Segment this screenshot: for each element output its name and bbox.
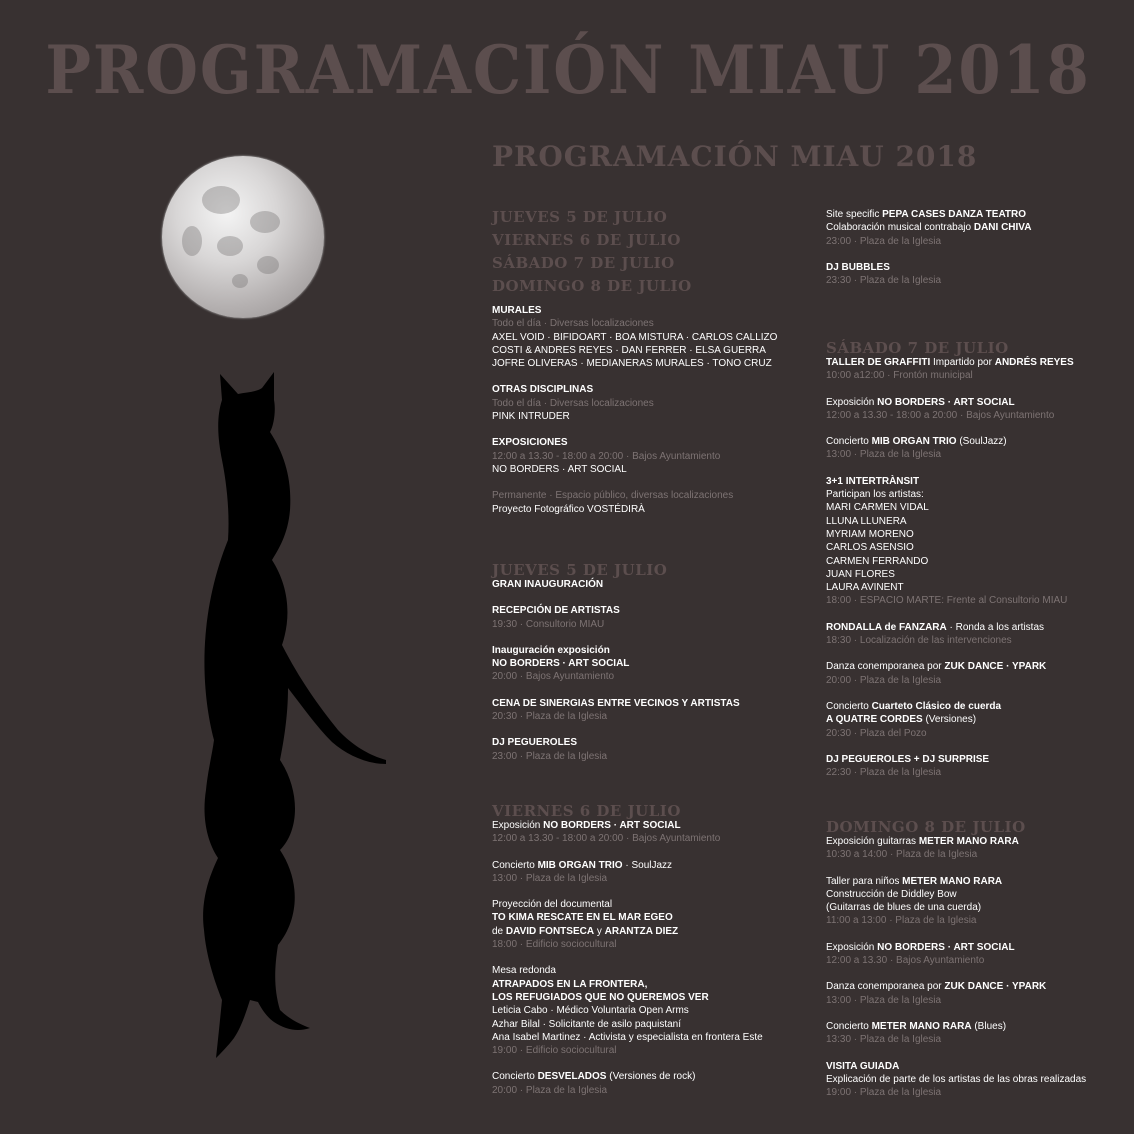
event-title: DJ PEGUEROLES + DJ SURPRISE [826,753,990,765]
otras-artist: PINK INTRUDER [492,411,570,423]
event-title: LOS REFUGIADOS QUE NO QUEREMOS VER [492,991,709,1003]
artist-name: JUAN FLORES [826,568,895,580]
day-heading: SÁBADO 7 DE JULIO [492,254,675,272]
day-heading: JUEVES 5 DE JULIO [492,208,668,226]
event-meta: 10:00 a12:00 · Frontón municipal [826,370,973,382]
event-title: VISITA GUIADA [826,1060,900,1072]
day-heading: JUEVES 5 DE JULIO [492,561,668,579]
event-title: Exposición NO BORDERS · ART SOCIAL [492,820,681,831]
event-meta: 20:00 · Plaza de la Iglesia [826,674,942,686]
page-title: PROGRAMACIÓN MIAU 2018 [45,31,1091,109]
event-title: Site specific PEPA CASES DANZA TEATRO [826,209,1027,220]
event-title: DJ BUBBLES [826,261,890,273]
event-title: 3+1 INTERTRÀNSIT [826,475,920,487]
event-meta: 13:30 · Plaza de la Iglesia [826,1034,942,1046]
exposiciones-name: Proyecto Fotográfico VOSTÉDIRÀ [492,503,645,515]
event-meta: 18:00 · ESPACIO MARTE: Frente al Consultorio MIAU [826,595,1068,607]
event-title: de DAVID FONTSECA y ARANTZA DIEZ [492,925,679,937]
event-meta: 19:00 · Plaza de la Iglesia [826,1087,942,1099]
day-heading: SÁBADO 7 DE JULIO [826,339,1009,357]
event-subtitle: Explicación de parte de los artistas de las obras realizadas [826,1073,1087,1085]
event-title: ATRAPADOS EN LA FRONTERA, [492,978,648,990]
event-title: Taller para niños METER MANO RARA [826,875,1003,887]
intro-section [492,206,812,516]
event-title: Colaboración musical contrabajo DANI CHIVA [826,222,1032,234]
event-meta: 12:00 a 13.30 - 18:00 a 20:00 · Bajos Ayuntamiento [826,409,1055,421]
jueves-section [492,562,812,763]
event-meta: 19:00 · Edificio sociocultural [492,1045,617,1057]
event-title: RECEPCIÓN DE ARTISTAS [492,605,620,617]
event-subtitle: Participan los artistas: [826,489,924,501]
otras-meta: Todo el día · Diversas localizaciones [492,397,654,409]
event-meta: 19:30 · Consultorio MIAU [492,618,605,630]
event-meta: 12:00 a 13.30 - 18:00 a 20:00 · Bajos Ayuntamiento [492,833,721,845]
event-title: Concierto Cuarteto Clásico de cuerda [826,700,1002,712]
murales-meta: Todo el día · Diversas localizaciones [492,318,654,330]
artist-name: LLUNA LLUNERA [826,515,907,527]
event-subtitle: (Guitarras de blues de una cuerda) [826,902,982,914]
artist-name: CARMEN FERRANDO [826,555,929,567]
event-title: Concierto DESVELADOS (Versiones de rock) [492,1071,696,1083]
artist-name: MYRIAM MORENO [826,528,914,540]
exposiciones-name: NO BORDERS · ART SOCIAL [492,463,627,475]
exposiciones-meta: Permanente · Espacio público, diversas localizaciones [492,490,734,502]
event-meta: 13:00 · Plaza de la Iglesia [826,994,942,1006]
exposiciones-meta: 12:00 a 13.30 - 18:00 a 20:00 · Bajos Ayuntamiento [492,450,721,462]
murales-artists: JOFRE OLIVERAS · MEDIANERAS MURALES · TONO CRUZ [492,358,772,370]
cat-silhouette-illustration [150,370,410,1070]
event-meta: 22:30 · Plaza de la Iglesia [826,767,942,779]
event-title: Concierto MIB ORGAN TRIO (SoulJazz) [826,436,1007,448]
domingo-section [826,819,1126,1099]
event-title: Exposición NO BORDERS · ART SOCIAL [826,396,1015,408]
viernes-continued-section [826,208,1126,287]
event-title: Exposición NO BORDERS · ART SOCIAL [826,941,1015,953]
day-heading: VIERNES 6 DE JULIO [492,231,681,249]
event-meta: 12:00 a 13.30 · Bajos Ayuntamiento [826,955,985,967]
event-meta: 18:30 · Localización de las intervenciones [826,635,1012,647]
event-meta: 13:00 · Plaza de la Iglesia [492,872,608,884]
event-subtitle: Construcción de Diddley Bow [826,888,957,900]
event-meta: 20:30 · Plaza del Pozo [826,727,927,739]
event-meta: 13:00 · Plaza de la Iglesia [826,449,942,461]
event-title: NO BORDERS · ART SOCIAL [492,658,630,670]
event-title: Inauguración exposición [492,644,610,656]
event-title: Danza conemporanea por ZUK DANCE · YPARK [826,981,1047,993]
murales-artists: AXEL VOID · BIFIDOART · BOA MISTURA · CARLOS CALLIZO [492,331,778,343]
event-meta: 20:30 · Plaza de la Iglesia [492,711,608,723]
artist-name: LAURA AVINENT [826,582,904,594]
event-title: RONDALLA de FANZARA · Ronda a los artistas [826,621,1044,633]
event-title: TALLER DE GRAFFITI Impartido por ANDRÉS REYES [826,357,1074,368]
murales-artists: COSTI & ANDRES REYES · DAN FERRER · ELSA GUERRA [492,344,766,356]
event-title: CENA DE SINERGIAS ENTRE VECINOS Y ARTISTAS [492,697,740,709]
event-meta: 10:30 a 14:00 · Plaza de la Iglesia [826,849,978,861]
day-heading: DOMINGO 8 DE JULIO [492,277,692,295]
day-heading: DOMINGO 8 DE JULIO [826,818,1026,836]
event-meta: 23:00 · Plaza de la Iglesia [492,750,608,762]
panelist: Leticia Cabo · Médico Voluntaria Open Arms [492,1005,689,1017]
panelist: Ana Isabel Martinez · Activista y especialista en frontera Este [492,1031,763,1043]
moon-illustration [162,156,324,318]
viernes-section [492,803,812,1097]
event-title: Mesa redonda [492,965,556,977]
panelist: Azhar Bilal · Solicitante de asilo paquistaní [492,1018,681,1030]
event-title: Proyección del documental [492,899,613,911]
event-meta: 11:00 a 13:00 · Plaza de la Iglesia [826,915,977,927]
event-title: Danza conemporanea por ZUK DANCE · YPARK [826,661,1047,673]
sabado-section [826,340,1126,779]
event-title: Concierto MIB ORGAN TRIO · SoulJazz [492,859,673,871]
event-meta: 20:00 · Plaza de la Iglesia [492,1084,608,1096]
event-meta: 23:00 · Plaza de la Iglesia [826,235,942,247]
artist-name: CARLOS ASENSIO [826,542,914,554]
event-title: GRAN INAUGURACIÓN [492,579,604,590]
event-title: TO KIMA RESCATE EN EL MAR EGEO [492,912,673,924]
exposiciones-heading: EXPOSICIONES [492,437,568,449]
event-title: Exposición guitarras METER MANO RARA [826,836,1019,847]
event-meta: 20:00 · Bajos Ayuntamiento [492,671,615,683]
murales-heading: MURALES [492,305,542,316]
page-subtitle: PROGRAMACIÓN MIAU 2018 [492,140,978,173]
artist-name: MARI CARMEN VIDAL [826,502,929,514]
day-heading: VIERNES 6 DE JULIO [492,802,681,820]
event-title: Concierto METER MANO RARA (Blues) [826,1020,1007,1032]
otras-heading: OTRAS DISCIPLINAS [492,384,594,396]
event-title: DJ PEGUEROLES [492,737,578,749]
event-meta: 18:00 · Edificio sociocultural [492,939,617,951]
event-title: A QUATRE CORDES (Versiones) [826,714,977,726]
event-meta: 23:30 · Plaza de la Iglesia [826,275,942,287]
